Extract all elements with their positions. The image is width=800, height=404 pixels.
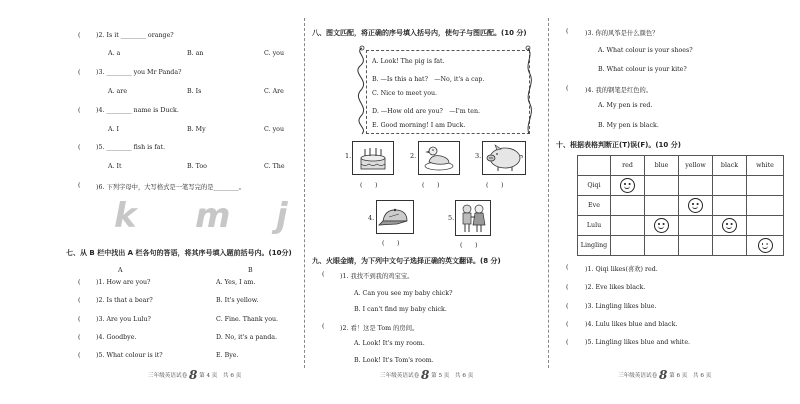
pic5-blank[interactable]: ( )	[460, 242, 478, 249]
tf3-stem: )3. Lingling likes blue.	[585, 303, 657, 310]
sec7-row4-ans: D. No, it's a panda.	[216, 334, 278, 341]
c1-q4-b: B. My	[187, 126, 206, 133]
pic1-blank[interactable]: ( )	[360, 182, 378, 189]
sec7-row2-ans: B. It's yellow.	[216, 297, 259, 304]
sec7-row3-paren: (	[78, 316, 81, 323]
c1-q2-b: B. an	[187, 50, 204, 57]
header-blue: blue	[645, 156, 679, 176]
tf5-paren: (	[566, 339, 569, 346]
cell	[645, 236, 679, 256]
sec7-row1-q: )1. How are you?	[96, 279, 151, 286]
cap-icon	[377, 201, 413, 233]
c1-q5-paren: (	[78, 144, 81, 151]
pic1-label: 1.	[345, 152, 352, 160]
letter-j: j	[276, 196, 288, 236]
c1-q5-b: B. Too	[187, 163, 207, 170]
c1-q3-stem: )3. ________ you Mr Panda?	[96, 69, 182, 76]
c3-q4-a: A. My pen is red.	[598, 102, 653, 109]
sec7-col-b: B	[248, 267, 253, 274]
smiley-face-icon	[620, 178, 635, 193]
scribble-decoration	[352, 44, 372, 136]
cell	[713, 176, 747, 196]
sec9-q1-a: A. Can you see my baby chick?	[354, 290, 453, 297]
c3-q3-paren: (	[566, 28, 569, 35]
c1-q3-b: B. Is	[187, 88, 202, 95]
tf2-stem: )2. Eve likes black.	[585, 284, 646, 291]
tf5-stem: )5. Lingling likes blue and white.	[585, 339, 691, 346]
cell	[611, 196, 645, 216]
sec9-q1-stem: )1. 我找不到我的鸡宝宝。	[340, 273, 414, 280]
cake-icon	[353, 142, 393, 174]
sec7-row1-ans: A. Yes, I am.	[216, 279, 256, 286]
header-yellow: yellow	[679, 156, 713, 176]
scribble-decoration-right	[522, 44, 536, 136]
pic2-label: 2.	[410, 152, 417, 160]
name-lulu: Lulu	[578, 216, 611, 236]
name-eve: Eve	[578, 196, 611, 216]
cell	[679, 236, 713, 256]
column-divider-2	[548, 18, 549, 368]
tf2-paren: (	[566, 284, 569, 291]
header-white: white	[747, 156, 784, 176]
c1-q5-stem: )5. ________ fish is fat.	[96, 144, 166, 151]
sec9-q2-b: B. Look! It's Tom's room.	[354, 357, 434, 364]
sentence-e: E. Good morning! I am Duck.	[372, 122, 466, 129]
name-lingling: Lingling	[578, 236, 611, 256]
section-7-title: 七、从 B 栏中找出 A 栏各句的答语，将其序号填入题前括号内。(10分)	[66, 249, 292, 257]
table-row	[578, 216, 784, 236]
header-black: black	[713, 156, 747, 176]
sec7-row3-ans: C. Fine. Thank you.	[216, 316, 279, 323]
letter-k: k	[114, 196, 137, 236]
pic5-label: 5.	[448, 214, 455, 222]
footer-page-4: 三年级英语试卷 8 第 4 页 共 6 页	[148, 368, 242, 382]
sec9-q1-paren: (	[322, 271, 325, 278]
pig-icon	[483, 142, 525, 174]
table-row	[578, 196, 784, 216]
cell	[713, 216, 747, 236]
picture-kids-greeting	[455, 200, 491, 236]
sec7-row4-paren: (	[78, 334, 81, 341]
cell	[679, 216, 713, 236]
c3-q3-stem: )3. 你的风筝是什么颜色？	[585, 30, 659, 37]
cell	[611, 216, 645, 236]
cell	[747, 176, 784, 196]
c1-q4-c: C. you	[264, 126, 285, 133]
smiley-face-icon	[722, 218, 737, 233]
color-preference-table	[577, 155, 784, 256]
c1-q2-stem: )2. Is it ________ orange?	[96, 32, 174, 39]
pic2-blank[interactable]: ( )	[422, 182, 440, 189]
c1-q5-a: A. It	[108, 163, 122, 170]
cell	[747, 196, 784, 216]
sec7-col-a: A	[118, 267, 123, 274]
pic4-blank[interactable]: ( )	[382, 240, 400, 247]
header-red: red	[611, 156, 645, 176]
c3-q4-b: B. My pen is black.	[598, 122, 659, 129]
sentence-a: A. Look! The pig is fat.	[372, 58, 445, 65]
section-9-title: 九、火眼金睛，为下列中文句子选择正确的英文翻译。(8 分)	[312, 257, 501, 265]
section-10-title: 十、根据表格判断正(T)误(F)。(10 分)	[556, 141, 681, 149]
smiley-face-icon	[654, 218, 669, 233]
smiley-face-icon	[758, 238, 773, 253]
cell	[645, 176, 679, 196]
picture-cap	[376, 200, 414, 234]
c3-q3-a: A. What colour is your shoes?	[598, 47, 693, 54]
picture-birthday-cake	[352, 141, 394, 175]
pic4-label: 4.	[368, 214, 375, 222]
cell	[645, 196, 679, 216]
c1-q2-paren: (	[78, 32, 81, 39]
sec7-row5-q: )5. What colour is it?	[96, 352, 163, 359]
c1-q5-c: C. The	[264, 163, 285, 170]
picture-duck	[418, 141, 460, 175]
table-row	[578, 236, 784, 256]
sentence-b: B. —Is this a hat? —No, it's a cap.	[372, 76, 485, 83]
cell	[713, 236, 747, 256]
sec7-row5-paren: (	[78, 352, 81, 359]
table-header-row	[578, 156, 784, 176]
pic3-blank[interactable]: ( )	[486, 182, 504, 189]
sentence-d: D. —How old are you? —I'm ten.	[372, 108, 481, 115]
c3-q3-b: B. What colour is your kite?	[598, 66, 687, 73]
pic3-label: 3.	[475, 152, 482, 160]
sec9-q2-paren: (	[322, 323, 325, 330]
footer-page-5: 三年级英语试卷 8 第 5 页 共 6 页	[380, 368, 474, 382]
c1-q6-stem: )6. 下列字母中，大写格式是一笔写完的是________。	[96, 184, 245, 191]
section-8-title: 八、图文匹配，将正确的序号填入括号内，使句子与图匹配。(10 分)	[312, 29, 527, 37]
name-qiqi: Qiqi	[578, 176, 611, 196]
cell	[747, 216, 784, 236]
footer-page-6: 三年级英语试卷 8 第 6 页 共 6 页	[618, 368, 712, 382]
sec7-row1-paren: (	[78, 279, 81, 286]
duck-icon	[419, 142, 459, 174]
sec7-row2-paren: (	[78, 297, 81, 304]
table-corner	[578, 156, 611, 176]
column-divider-1	[304, 18, 305, 368]
tf1-stem: )1. Qiqi likes(喜欢) red.	[585, 266, 658, 273]
cell	[611, 236, 645, 256]
c1-q2-a: A. a	[108, 50, 121, 57]
kids-icon	[456, 201, 490, 235]
tf4-paren: (	[566, 321, 569, 328]
tf4-stem: )4. Lulu likes blue and black.	[585, 321, 678, 328]
c1-q4-a: A. I	[108, 126, 120, 133]
sentence-c: C. Nice to meet you.	[372, 90, 438, 97]
cell	[747, 236, 784, 256]
c3-q4-paren: (	[566, 85, 569, 92]
smiley-face-icon	[688, 198, 703, 213]
c1-q2-c: C. you	[264, 50, 285, 57]
cell	[679, 196, 713, 216]
tf1-paren: (	[566, 264, 569, 271]
sec9-q2-a: A. Look! It's my room.	[354, 340, 425, 347]
c1-q4-stem: )4. ________ name is Duck.	[96, 107, 179, 114]
c1-q4-paren: (	[78, 107, 81, 114]
cell	[713, 196, 747, 216]
sec7-row4-q: )4. Goodbye.	[96, 334, 137, 341]
c1-q3-paren: (	[78, 69, 81, 76]
cell	[679, 176, 713, 196]
cell	[645, 216, 679, 236]
sec9-q2-stem: )2. 看！这是 Tom 的房间。	[340, 325, 419, 332]
sec7-row2-q: )2. Is that a bear?	[96, 297, 153, 304]
c1-q3-c: C. Are	[264, 88, 284, 95]
letter-m: m	[195, 196, 231, 236]
table-row	[578, 176, 784, 196]
sec7-row3-q: )3. Are you Lulu?	[96, 316, 151, 323]
c1-q3-a: A. are	[108, 88, 128, 95]
c1-q6-paren: (	[78, 182, 81, 189]
tf3-paren: (	[566, 303, 569, 310]
cell	[611, 176, 645, 196]
picture-pig	[482, 141, 526, 175]
c3-q4-stem: )4. 我的钢笔是红色的。	[585, 87, 653, 94]
sec9-q1-b: B. I can't find my baby chick.	[354, 306, 447, 313]
sec7-row5-ans: E. Bye.	[216, 352, 239, 359]
